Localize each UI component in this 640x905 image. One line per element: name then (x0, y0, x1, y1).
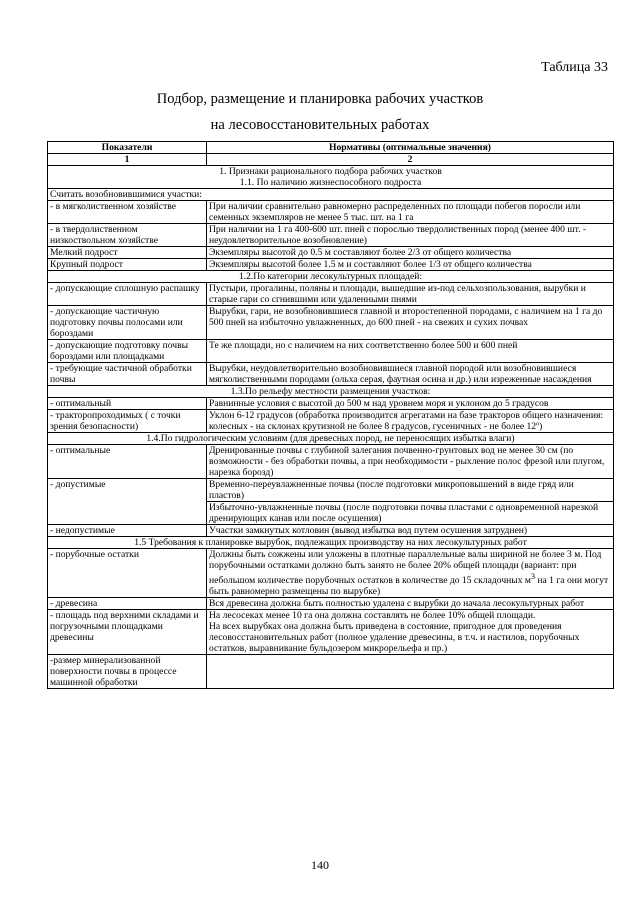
row-label: - в мягколиственном хозяйстве (48, 201, 207, 224)
row-norm: Избыточно-увлажненные почвы (после подготовки почвы пластами с одновременной нарезкой дренирующих канав или после осушения) (207, 502, 614, 525)
row-norm (207, 610, 614, 655)
row-label: - недопустимые (48, 525, 207, 537)
table-row (48, 655, 614, 689)
column-number-2: 2 (207, 154, 614, 166)
table-title-line2: на лесовосстановительных работах (210, 117, 430, 133)
row-label: Мелкий подрост (48, 247, 207, 259)
table-row (48, 549, 614, 598)
row-norm: Вырубки, гари, не возобновившиеся главной и второстепенной породами, с наличием на 1 га до 500 пней на избыточно увлажненных, до 600 пней - на свежих и сухих почвах (207, 306, 614, 340)
table-row (48, 363, 614, 386)
table-row (48, 340, 614, 363)
row-norm: Экземпляры высотой до 0.5 м составляют более 2/3 от общего количества (207, 247, 614, 259)
residues-text-a: Должны быть сожжены или уложены в плотные параллельные валы шириной не более 3 м. Под порубочными остатками должно быть занято не более 20% общей площади (вариант: при небольшом количестве порубочных остатков в количестве до 15 складочных м (209, 549, 602, 587)
row-label: -размер минерализованной поверхности почвы в процессе машинной обработки (48, 655, 207, 689)
row-label: - допускающие частичную подготовку почвы полосами или бороздами (48, 306, 207, 340)
section-heading-row (48, 433, 614, 445)
table-row (48, 525, 614, 537)
page-number: 140 (311, 858, 329, 872)
storage-text-2: На всех вырубках она должна быть приведена в состояние, пригодное для проведения лесовосстановительных работ (полное удаление древесины, в т.ч. и настилов, порубочных остатков, выравнивание бульдозером микрорельефа и пр.) (209, 621, 580, 655)
row-norm: Уклон 6-12 градусов (обработка производится агрегатами на базе тракторов общего назначения: колесных - на склонах крутизной не более 8 градусов, гусеничных - не более 12º) (207, 410, 614, 433)
row-label: - площадь под верхними складами и погрузочными площадками древесины (48, 610, 207, 655)
row-norm (207, 655, 614, 689)
column-number-1: 1 (48, 154, 207, 166)
row-norm: Временно-переувлажненные почвы (после подготовки микроповышений в виде гряд или пластов) (207, 479, 614, 502)
intro-row (48, 189, 614, 201)
row-label: - допускающие сплошную распашку (48, 283, 207, 306)
table-row (48, 201, 614, 224)
row-norm (207, 549, 614, 598)
row-norm: Дренированные почвы с глубиной залегания почвенно-грунтовых вод не менее 30 см (по возможности - без обработки почвы, а при необходимости - рыхление полос фрезой или плугом, нарезка борозд) (207, 445, 614, 479)
header-indicators: Показатели (48, 142, 207, 154)
row-norm: Равнинные условия с высотой до 500 м над уровнем моря и уклоном до 5 градусов (207, 398, 614, 410)
row-label: - допустимые (48, 479, 207, 525)
row-norm: Пустыри, прогалины, поляны и площади, вышедшие из-под сельхозпользования, вырубки и старые гари со сгнившими или удаленными пнями (207, 283, 614, 306)
row-label: - в твердолиственном низкоствольном хозяйстве (48, 224, 207, 247)
section-1-4-heading: 1.4.По гидрологическим условиям (для древесных пород, не переносящих избытка влаги) (48, 433, 614, 445)
table-row (48, 610, 614, 655)
section-1-title: 1. Признаки рационального подбора рабочих участков (219, 166, 442, 177)
section-1-2-heading: 1.2.По категории лесокультурных площадей: (48, 271, 614, 283)
table-row (48, 398, 614, 410)
row-norm: Вся древесина должна быть полностью удалена с вырубки до начала лесокультурных работ (207, 598, 614, 610)
cubic-superscript: 3 (530, 572, 535, 581)
table-row (48, 247, 614, 259)
section-heading-row (48, 386, 614, 398)
row-norm: Участки замкнутых котловин (вывод избытка вод путем осушения затруднен) (207, 525, 614, 537)
section-1-1-intro: Считать возобновившимися участки: (48, 189, 614, 201)
row-label: Крупный подрост (48, 259, 207, 271)
table-row (48, 479, 614, 502)
row-label: - требующие частичной обработки почвы (48, 363, 207, 386)
table-row (48, 306, 614, 340)
section-heading-row (48, 537, 614, 549)
header-row (48, 142, 614, 154)
storage-text-1: На лесосеках менее 10 га она должна составлять не более 10% общей площади. (209, 610, 536, 622)
section-1-1-title: 1.1. По наличию жизнеспособного подроста (239, 177, 422, 188)
table-title-line1: Подбор, размещение и планировка рабочих участков (156, 91, 484, 107)
section-1-3-heading: 1.3.По рельефу местности размещения участков: (48, 386, 614, 398)
row-label: - древесина (48, 598, 207, 610)
table-row (48, 283, 614, 306)
row-label: - оптимальные (48, 445, 207, 479)
row-norm: Экземпляры высотой более 1.5 м и составляют более 1/3 от общего количества (207, 259, 614, 271)
row-label: - оптимальный (48, 398, 207, 410)
table-row (48, 410, 614, 433)
table-row (48, 445, 614, 479)
column-number-row (48, 154, 614, 166)
residues-text-b: на 1 га они могут быть равномерно размещены по вырубке) (209, 575, 609, 598)
row-norm: Вырубки, неудовлетворительно возобновившиеся главной породой или возобновившиеся мягколиственными породами (ольха серая, фаутная осина и др.) или изреженные насаждения (207, 363, 614, 386)
norms-table (47, 141, 614, 689)
table-row (48, 224, 614, 247)
section-heading-row (48, 271, 614, 283)
row-norm: Те же площади, но с наличием на них соответственно более 500 и 600 пней (207, 340, 614, 363)
section-1-5-heading: 1.5 Требования к планировке вырубок, подлежащих производству на них лесокультурных работ (48, 537, 614, 549)
row-label: - допускающие подготовку почвы бороздами или площадками (48, 340, 207, 363)
section-heading-row (48, 166, 614, 189)
row-label: - тракторопроходимых ( с точки зрения безопасности) (48, 410, 207, 433)
table-number: Таблица 33 (541, 60, 608, 75)
row-norm: При наличии сравнительно равномерно распределенных по площади побегов поросли или семенных экземпляров не менее 5 тыс. шт. на 1 га (207, 201, 614, 224)
row-label: - порубочные остатки (48, 549, 207, 598)
table-row (48, 598, 614, 610)
table-row (48, 259, 614, 271)
header-norms: Нормативы (оптимальные значения) (207, 142, 614, 154)
section-1-1-heading (48, 166, 614, 189)
row-norm: При наличии на 1 га 400-600 шт. пней с порослью твердолиственных пород (менее 400 шт. - неудовлетворительное возобновление) (207, 224, 614, 247)
